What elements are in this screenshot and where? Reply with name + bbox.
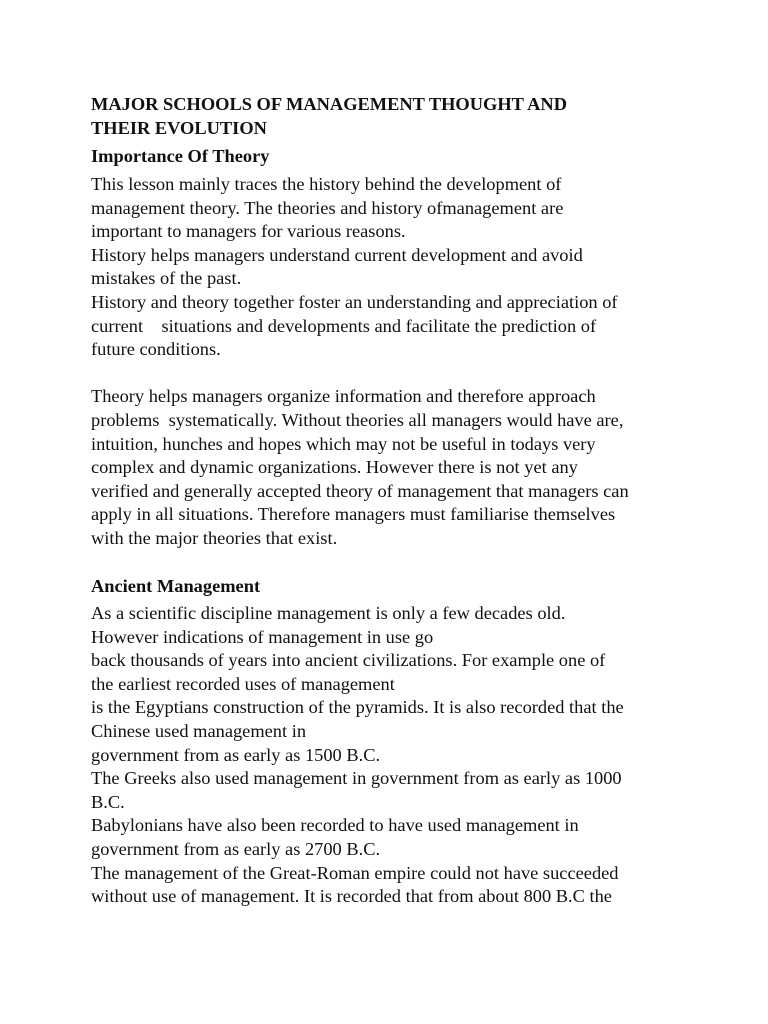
paragraph-line: without use of management. It is recorded that from about 800 B.C the (91, 886, 612, 907)
paragraph-line: B.C. (91, 791, 125, 812)
paragraph-line: problems systematically. Without theories all managers would have are, (91, 409, 624, 430)
paragraph-line: History helps managers understand current development and avoid (91, 244, 583, 265)
paragraph-line: This lesson mainly traces the history behind the development of (91, 174, 562, 194)
section-heading-importance-of-theory: Importance Of Theory (91, 146, 270, 166)
paragraph-line: The management of the Great-Roman empire could not have succeeded (91, 862, 619, 883)
paragraph-line: future conditions. (91, 339, 221, 360)
paragraph-line: As a scientific discipline management is only a few decades old. (91, 603, 566, 624)
paragraph-gap (91, 551, 691, 575)
section-body-importance-of-theory (91, 173, 691, 574)
paragraph-line: verified and generally accepted theory of management that managers can (91, 480, 629, 501)
paragraph-line: government from as early as 2700 B.C. (91, 839, 381, 860)
paragraph-line: with the major theories that exist. (91, 527, 338, 548)
paragraph-line: Babylonians have also been recorded to have used management in (91, 815, 579, 836)
paragraph-line: intuition, hunches and hopes which may not be useful in todays very (91, 433, 596, 454)
paragraph-line: back thousands of years into ancient civilizations. For example one of (91, 650, 606, 671)
paragraph-line: Theory helps managers organize information and therefore approach (91, 386, 596, 407)
paragraph-gap (91, 362, 691, 386)
paragraph-line: current situations and developments and facilitate the prediction of (91, 315, 597, 336)
paragraph-line: History and theory together foster an understanding and appreciation of (91, 291, 618, 312)
title-line: THEIR EVOLUTION (91, 118, 267, 138)
title-line: MAJOR SCHOOLS OF MANAGEMENT THOUGHT AND (91, 94, 567, 114)
section-heading-ancient-management: Ancient Management (91, 576, 261, 597)
document-page (91, 92, 691, 909)
paragraph-line: important to managers for various reasons. (91, 221, 406, 242)
document-title (91, 92, 691, 140)
paragraph-line: However indications of management in use go (91, 626, 434, 647)
paragraph-line: mistakes of the past. (91, 268, 242, 289)
paragraph-line: government from as early as 1500 B.C. (91, 744, 381, 765)
section-body-ancient-management (91, 602, 691, 909)
paragraph-line: apply in all situations. Therefore managers must familiarise themselves (91, 504, 616, 525)
paragraph-line: complex and dynamic organizations. However there is not yet any (91, 457, 578, 478)
paragraph-line: the earliest recorded uses of management (91, 673, 395, 694)
paragraph-line: is the Egyptians construction of the pyramids. It is also recorded that the (91, 697, 624, 718)
paragraph-line: The Greeks also used management in government from as early as 1000 (91, 768, 622, 789)
paragraph-line: Chinese used management in (91, 721, 307, 742)
paragraph-line: management theory. The theories and history ofmanagement are (91, 197, 564, 218)
